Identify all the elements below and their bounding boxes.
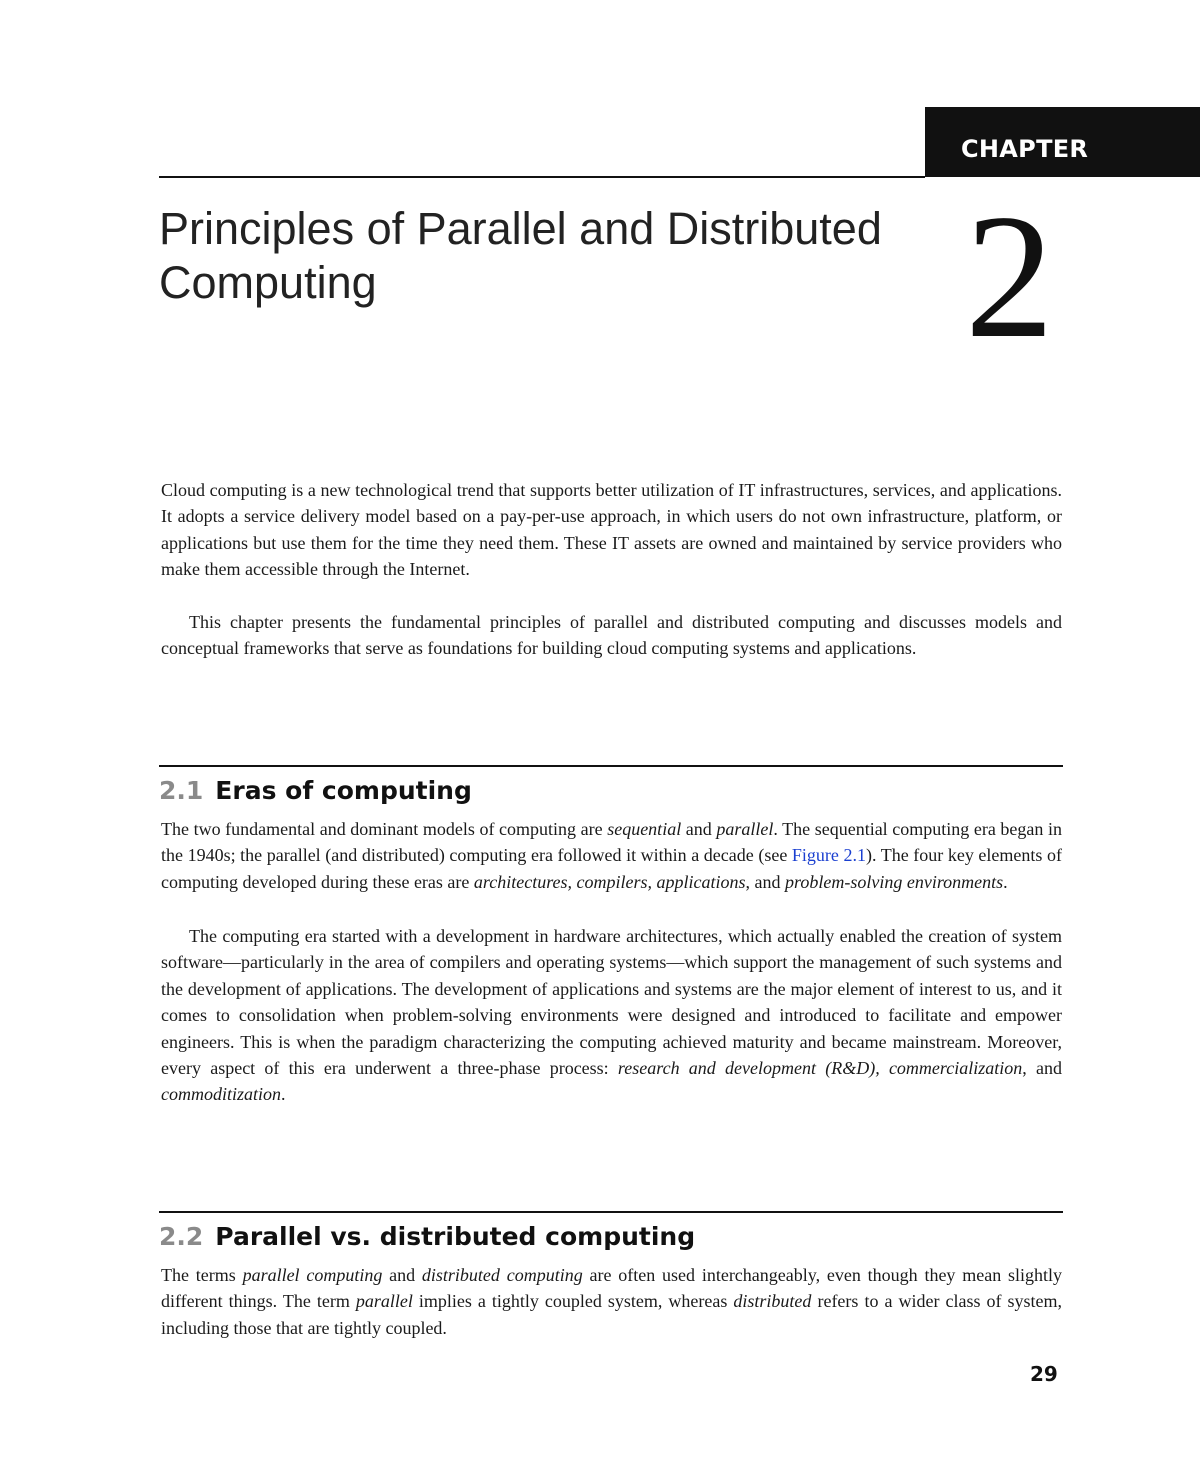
section-heading bbox=[159, 776, 472, 806]
intro-paragraph-1: Cloud computing is a new technological trend that supports better utilization of IT infrastructures, services, and applications. It adopts a service delivery model based on a pay-per-use approach, in which users do not own infrastructure, platform, or applications but use them for the time they need them. These IT assets are owned and maintained by service providers who make them accessible through the Internet. bbox=[161, 480, 1062, 580]
section-paragraph: The terms parallel computing and distributed computing are often used interchangeably, even though they mean slightly different things. The term parallel implies a tightly coupled system, whereas distributed refers to a wider class of system, including those that are tightly coupled. bbox=[161, 1265, 1062, 1338]
chapter-number: 2 bbox=[965, 177, 1054, 375]
section-title: Eras of computing bbox=[215, 776, 472, 805]
chapter-banner bbox=[925, 107, 1200, 177]
page-number: 29 bbox=[1030, 1362, 1058, 1386]
section-rule bbox=[159, 765, 1063, 767]
section-paragraph: The two fundamental and dominant models of computing are sequential and parallel. The sequential computing era began in the 1940s; the parallel (and distributed) computing era followed it within a decade (see Figure 2.1). The four key elements of computing developed during these eras are architectures, compilers, applications, and problem-solving environments. bbox=[161, 819, 1062, 892]
figure-link[interactable]: Figure 2.1 bbox=[791, 845, 866, 866]
header-rule bbox=[159, 176, 925, 178]
intro-paragraph-2: This chapter presents the fundamental principles of parallel and distributed computing and discusses models and conceptual frameworks that serve as foundations for building cloud computing systems and applications. bbox=[161, 612, 1062, 659]
chapter-title: Principles of Parallel and Distributed Computing bbox=[159, 203, 882, 308]
section-number: 2.1 bbox=[159, 776, 204, 805]
section-rule bbox=[159, 1211, 1063, 1213]
section-heading bbox=[159, 1222, 695, 1252]
chapter-label: CHAPTER bbox=[961, 135, 1089, 163]
section-title: Parallel vs. distributed computing bbox=[215, 1222, 696, 1251]
section-paragraph: The computing era started with a development in hardware architectures, which actually enabled the creation of system software—particularly in the area of compilers and operating systems—which support the management of such systems and the development of applications. The development of applications and systems are the major element of interest to us, and it comes to consolidation when problem-solving environments were designed and introduced to facilitate and empower engineers. This is when the paradigm characterizing the computing achieved maturity and became mainstream. Moreover, every aspect of this era underwent a three-phase process: research and development (R&D), commercialization, and commoditization. bbox=[161, 926, 1062, 1105]
section-number: 2.2 bbox=[159, 1222, 204, 1251]
